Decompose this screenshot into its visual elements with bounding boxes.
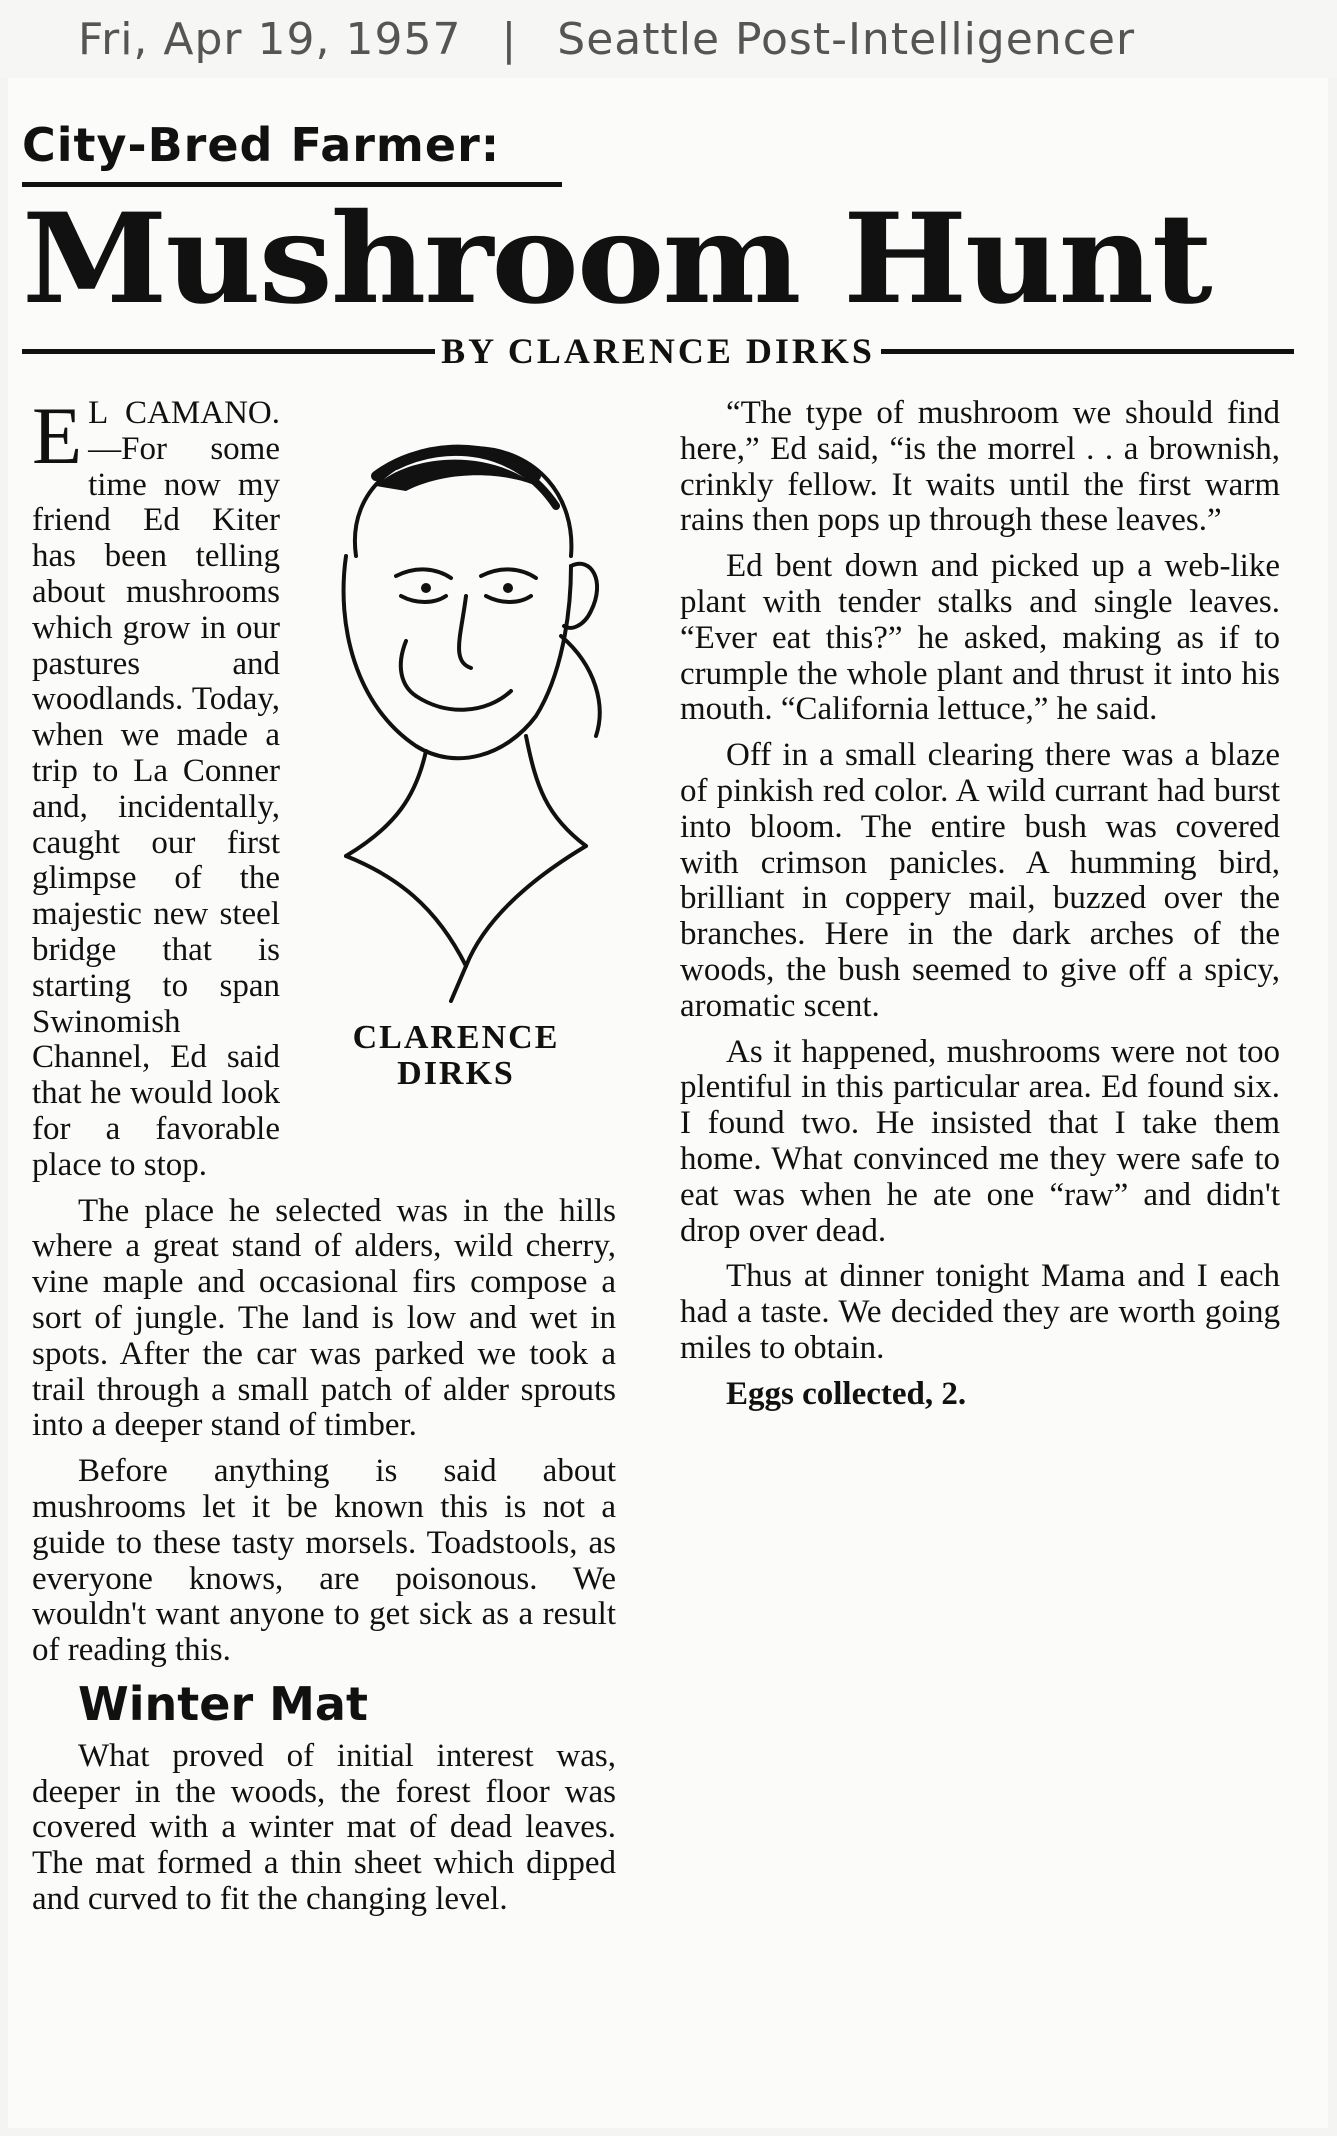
paragraph-9: Thus at dinner tonight Mama and I each had a taste. We decided they are worth going miles to obtain. bbox=[680, 1258, 1280, 1366]
caption-name-line-2: DIRKS bbox=[397, 1055, 515, 1092]
byline-rule-left bbox=[22, 349, 435, 354]
publication-date: Fri, Apr 19, 1957 bbox=[78, 13, 462, 65]
article-column-2 bbox=[680, 396, 1280, 1413]
paragraph-2: The place he selected was in the hills where a great stand of alders, wild cherry, vine maple and occasional firs compose a sort of jungle. The land is low and wet in spots. After the car was parked we took a trail through a small patch of alder sprouts into a deeper stand of timber. bbox=[32, 1192, 616, 1444]
paragraph-6: Ed bent down and picked up a web-like plant with tender stalks and single leaves. “Ever eat this?” he asked, making as if to crumple the whole plant and thrust it into his mouth. “California lettuce,” he said. bbox=[680, 548, 1280, 728]
article-column-1 bbox=[32, 390, 616, 1918]
paragraph-10: Eggs collected, 2. bbox=[726, 1375, 967, 1412]
paragraph-7: Off in a small clearing there was a blaze of pinkish red color. A wild currant had burst into bloom. The entire bush was covered with crimson panicles. A humming bird, brilliant in coppery mail, buzzed over the branches. Here in the dark arches of the woods, the bush seemed to give off a spicy, aromatic scent. bbox=[680, 737, 1280, 1024]
clipping-header bbox=[0, 0, 1337, 78]
author-portrait bbox=[286, 406, 616, 1121]
header-separator: | bbox=[501, 13, 518, 65]
byline-rule-right bbox=[881, 349, 1294, 354]
paragraph-5: “The type of mushroom we should find here,” Ed said, “is the morrel . . a brownish, crinkly fellow. It waits until the first warm rains then pops up through these leaves.” bbox=[680, 395, 1280, 539]
portrait-caption bbox=[306, 1020, 606, 1092]
paragraph-4: What proved of initial interest was, deeper in the woods, the forest floor was covered with a winter mat of dead leaves. The mat formed a thin sheet which dipped and curved to fit the changing level. bbox=[32, 1737, 616, 1918]
drop-cap: E bbox=[32, 390, 83, 481]
paragraph-8: As it happened, mushrooms were not too plentiful in this particular area. Ed found six. I found two. He insisted that I take them home. What convinced me they were safe to eat was when he ate one “raw” and didn't drop over dead. bbox=[680, 1033, 1280, 1249]
article-kicker: City-Bred Farmer: bbox=[22, 118, 501, 172]
caption-name-line-1: CLARENCE bbox=[352, 1019, 560, 1056]
portrait-sketch-icon bbox=[286, 406, 616, 1006]
publication-name: Seattle Post-Intelligencer bbox=[557, 13, 1136, 65]
byline: BY CLARENCE DIRKS bbox=[441, 331, 875, 371]
byline-row bbox=[22, 326, 1294, 376]
subhead-winter-mat: Winter Mat bbox=[78, 1676, 368, 1731]
paragraph-3: Before anything is said about mushrooms let it be known this is not a guide to these tasty morsels. Toadstools, as everyone knows, are poisonous. We wouldn't want anyone to get sick as a result of reading this. bbox=[32, 1453, 616, 1669]
article-headline: Mushroom Hunt bbox=[22, 187, 1211, 332]
paragraph-1-text: L CAMANO.—For some time now my friend Ed Kiter has been telling about mushrooms which grow in our pastures and woodlands. Today, when we made a trip to La Conner and, incidentally, caught our first glimpse of the majestic new steel bridge that is starting to span Swinomish Channel, Ed said that he would look for a favorable place to stop. bbox=[32, 395, 280, 1183]
